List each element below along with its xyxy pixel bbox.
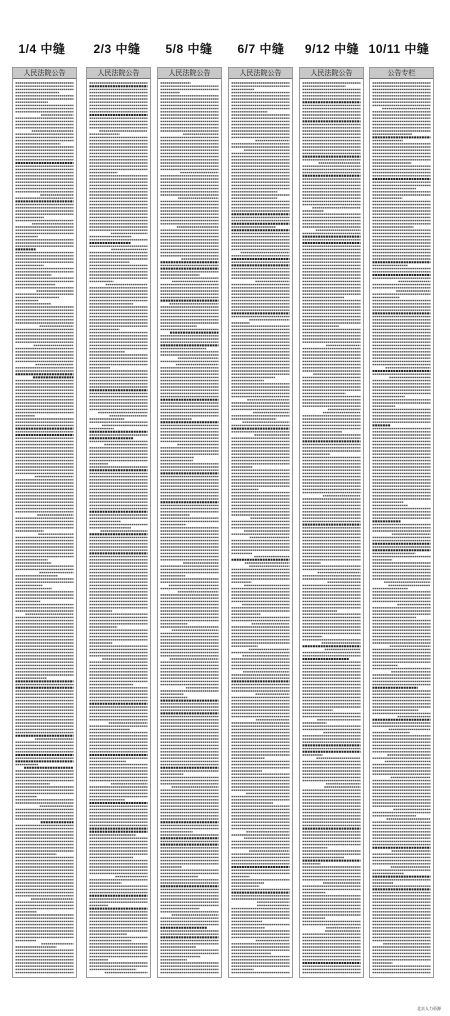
strip-text-block [158, 79, 221, 978]
strip-text-block [229, 79, 292, 978]
strip-header: 人民法院公告 [158, 68, 221, 79]
strip-text-block [13, 79, 76, 978]
strip-text-block [87, 79, 150, 978]
gutter-strip-1 [12, 67, 77, 978]
column-label-4: 6/7 中缝 [237, 42, 285, 56]
column-label-1: 1/4 中缝 [18, 42, 66, 56]
column-label-5: 9/12 中缝 [304, 42, 360, 56]
gutter-strip-6 [369, 67, 434, 978]
text-lines [231, 81, 290, 977]
strip-header: 人民法院公告 [300, 68, 363, 79]
gutter-strip-3 [157, 67, 222, 978]
column-label-3: 5/8 中缝 [165, 42, 213, 56]
column-label-6: 10/11 中缝 [368, 42, 430, 56]
strip-header: 人民法院公告 [87, 68, 150, 79]
strip-text-block [370, 79, 433, 978]
text-lines [89, 81, 148, 977]
text-lines [15, 81, 74, 977]
text-lines [302, 81, 361, 977]
footer-note: 北京人力资源 [417, 1006, 441, 1011]
strip-header: 人民法院公告 [13, 68, 76, 79]
strip-header: 公告专栏 [370, 68, 433, 79]
gutter-strip-5 [299, 67, 364, 978]
strip-header: 人民法院公告 [229, 68, 292, 79]
column-label-2: 2/3 中缝 [93, 42, 141, 56]
gutter-strip-4 [228, 67, 293, 978]
strip-text-block [300, 79, 363, 978]
text-lines [372, 81, 431, 977]
text-lines [160, 81, 219, 977]
gutter-strip-2 [86, 67, 151, 978]
